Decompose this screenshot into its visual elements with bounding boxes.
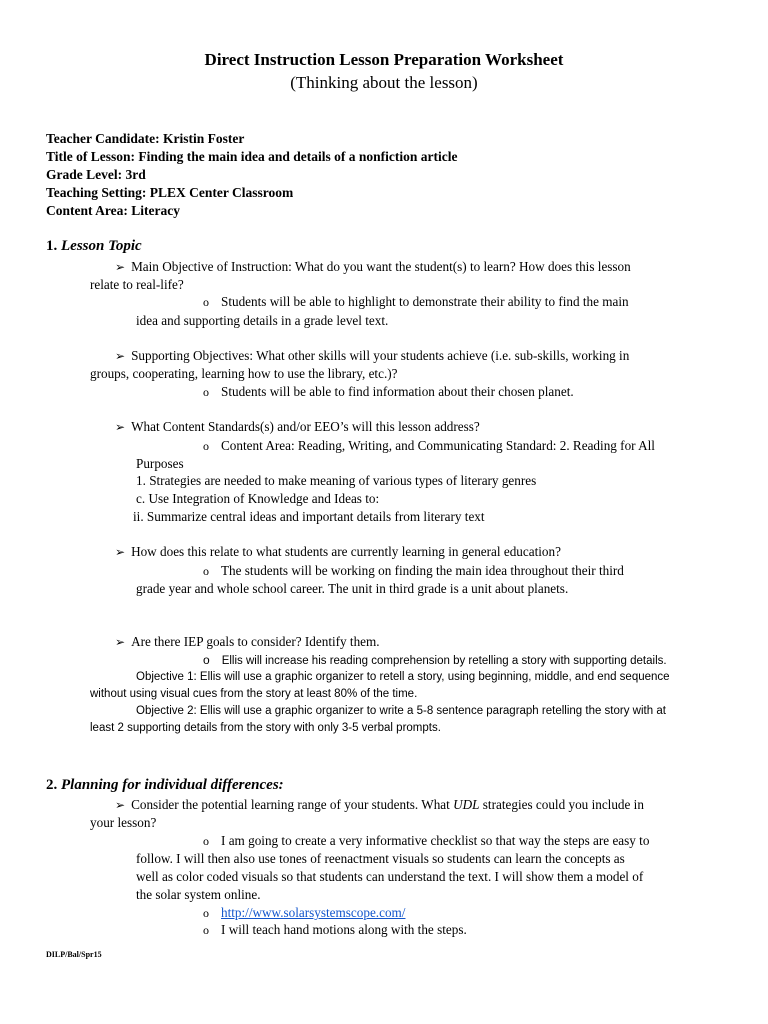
circle-bullet-icon: o [203, 653, 210, 667]
question-supporting-objectives: ➢ Supporting Objectives: What other skills will your students achieve (i.e. sub-skills, working in [115, 348, 630, 363]
question-content-standards: ➢ What Content Standards(s) and/or EEO’s will this lesson address? [115, 419, 480, 434]
arrow-bullet-icon: ➢ [115, 635, 126, 649]
answer-line: c. Use Integration of Knowledge and Ideas to: [136, 491, 380, 506]
question-general-education: ➢ How does this relate to what students are currently learning in general education? [115, 544, 561, 559]
circle-bullet-icon: o [203, 923, 209, 937]
question-line: your lesson? [90, 815, 157, 830]
grade-level: Grade Level: 3rd [46, 167, 146, 182]
answer-line: the solar system online. [136, 887, 261, 902]
section-title: Planning for individual differences: [61, 777, 284, 793]
section-title: Lesson Topic [61, 238, 142, 254]
answer-hand-motions: o I will teach hand motions along with the steps. [203, 922, 467, 937]
solar-system-scope-link[interactable]: http://www.solarsystemscope.com/ [221, 905, 406, 920]
section-2-heading [46, 777, 284, 794]
document-title: Direct Instruction Lesson Preparation Worksheet [204, 50, 564, 69]
teacher-candidate: Teacher Candidate: Kristin Foster [46, 131, 245, 146]
arrow-bullet-icon: ➢ [115, 798, 126, 812]
answer-line: idea and supporting details in a grade level text. [136, 313, 389, 328]
iep-objective-1: Objective 1: Ellis will use a graphic organizer to retell a story, using beginning, middle, and end sequence [136, 671, 670, 683]
circle-bullet-icon: o [203, 295, 209, 309]
content-area: Content Area: Literacy [46, 203, 180, 218]
question-line: relate to real-life? [90, 277, 184, 292]
question-main-objective: ➢ Main Objective of Instruction: What do you want the student(s) to learn? How does this lesson [115, 259, 631, 274]
circle-bullet-icon: o [203, 834, 209, 848]
section-1-heading [46, 238, 142, 255]
section-number: 2. [46, 777, 58, 793]
document-subtitle: (Thinking about the lesson) [290, 73, 478, 92]
answer-iep-goals: o Ellis will increase his reading comprehension by retelling a story with supporting details. [203, 653, 667, 667]
answer-line: 1. Strategies are needed to make meaning of various types of literary genres [136, 473, 537, 488]
solar-system-link-item [203, 905, 405, 921]
iep-objective-2: Objective 2: Ellis will use a graphic organizer to write a 5-8 sentence paragraph retelling the story with at [136, 705, 666, 717]
answer-line: well as color coded visuals so that students can understand the text. I will show them a model of [136, 869, 644, 884]
udl-term: UDL [453, 797, 480, 812]
arrow-bullet-icon: ➢ [115, 420, 126, 434]
answer-main-objective: o Students will be able to highlight to demonstrate their ability to find the main [203, 294, 629, 309]
circle-bullet-icon: o [203, 385, 209, 399]
question-line: groups, cooperating, learning how to use the library, etc.)? [90, 366, 398, 381]
question-iep-goals: ➢ Are there IEP goals to consider? Identify them. [115, 634, 380, 649]
page-footer: DILP/Bal/Spr15 [46, 950, 102, 959]
circle-bullet-icon: o [203, 564, 209, 578]
circle-bullet-icon: o [203, 439, 209, 453]
question-udl-strategies: ➢ Consider the potential learning range of your students. What UDL strategies could you include in [115, 797, 644, 812]
answer-udl-strategies: o I am going to create a very informative checklist so that way the steps are easy to [203, 833, 650, 848]
answer-supporting-objectives: o Students will be able to find information about their chosen planet. [203, 384, 574, 399]
iep-objective-2-line: least 2 supporting details from the story with only 3-5 verbal prompts. [90, 722, 441, 734]
arrow-bullet-icon: ➢ [115, 349, 126, 363]
answer-line: ii. Summarize central ideas and important details from literary text [133, 509, 485, 524]
lesson-title: Title of Lesson: Finding the main idea and details of a nonfiction article [46, 149, 458, 164]
circle-bullet-icon: o [203, 906, 209, 920]
iep-objective-1-line: without using visual cues from the story at least 80% of the time. [90, 688, 418, 700]
answer-content-standards: o Content Area: Reading, Writing, and Communicating Standard: 2. Reading for All [203, 438, 655, 453]
teaching-setting: Teaching Setting: PLEX Center Classroom [46, 185, 294, 200]
section-number: 1. [46, 238, 58, 254]
arrow-bullet-icon: ➢ [115, 545, 126, 559]
answer-line: follow. I will then also use tones of reenactment visuals so students can learn the concepts as [136, 851, 625, 866]
arrow-bullet-icon: ➢ [115, 260, 126, 274]
answer-line: grade year and whole school career. The unit in third grade is a unit about planets. [136, 581, 569, 596]
answer-line: Purposes [136, 456, 184, 471]
answer-general-education: o The students will be working on finding the main idea throughout their third [203, 563, 624, 578]
